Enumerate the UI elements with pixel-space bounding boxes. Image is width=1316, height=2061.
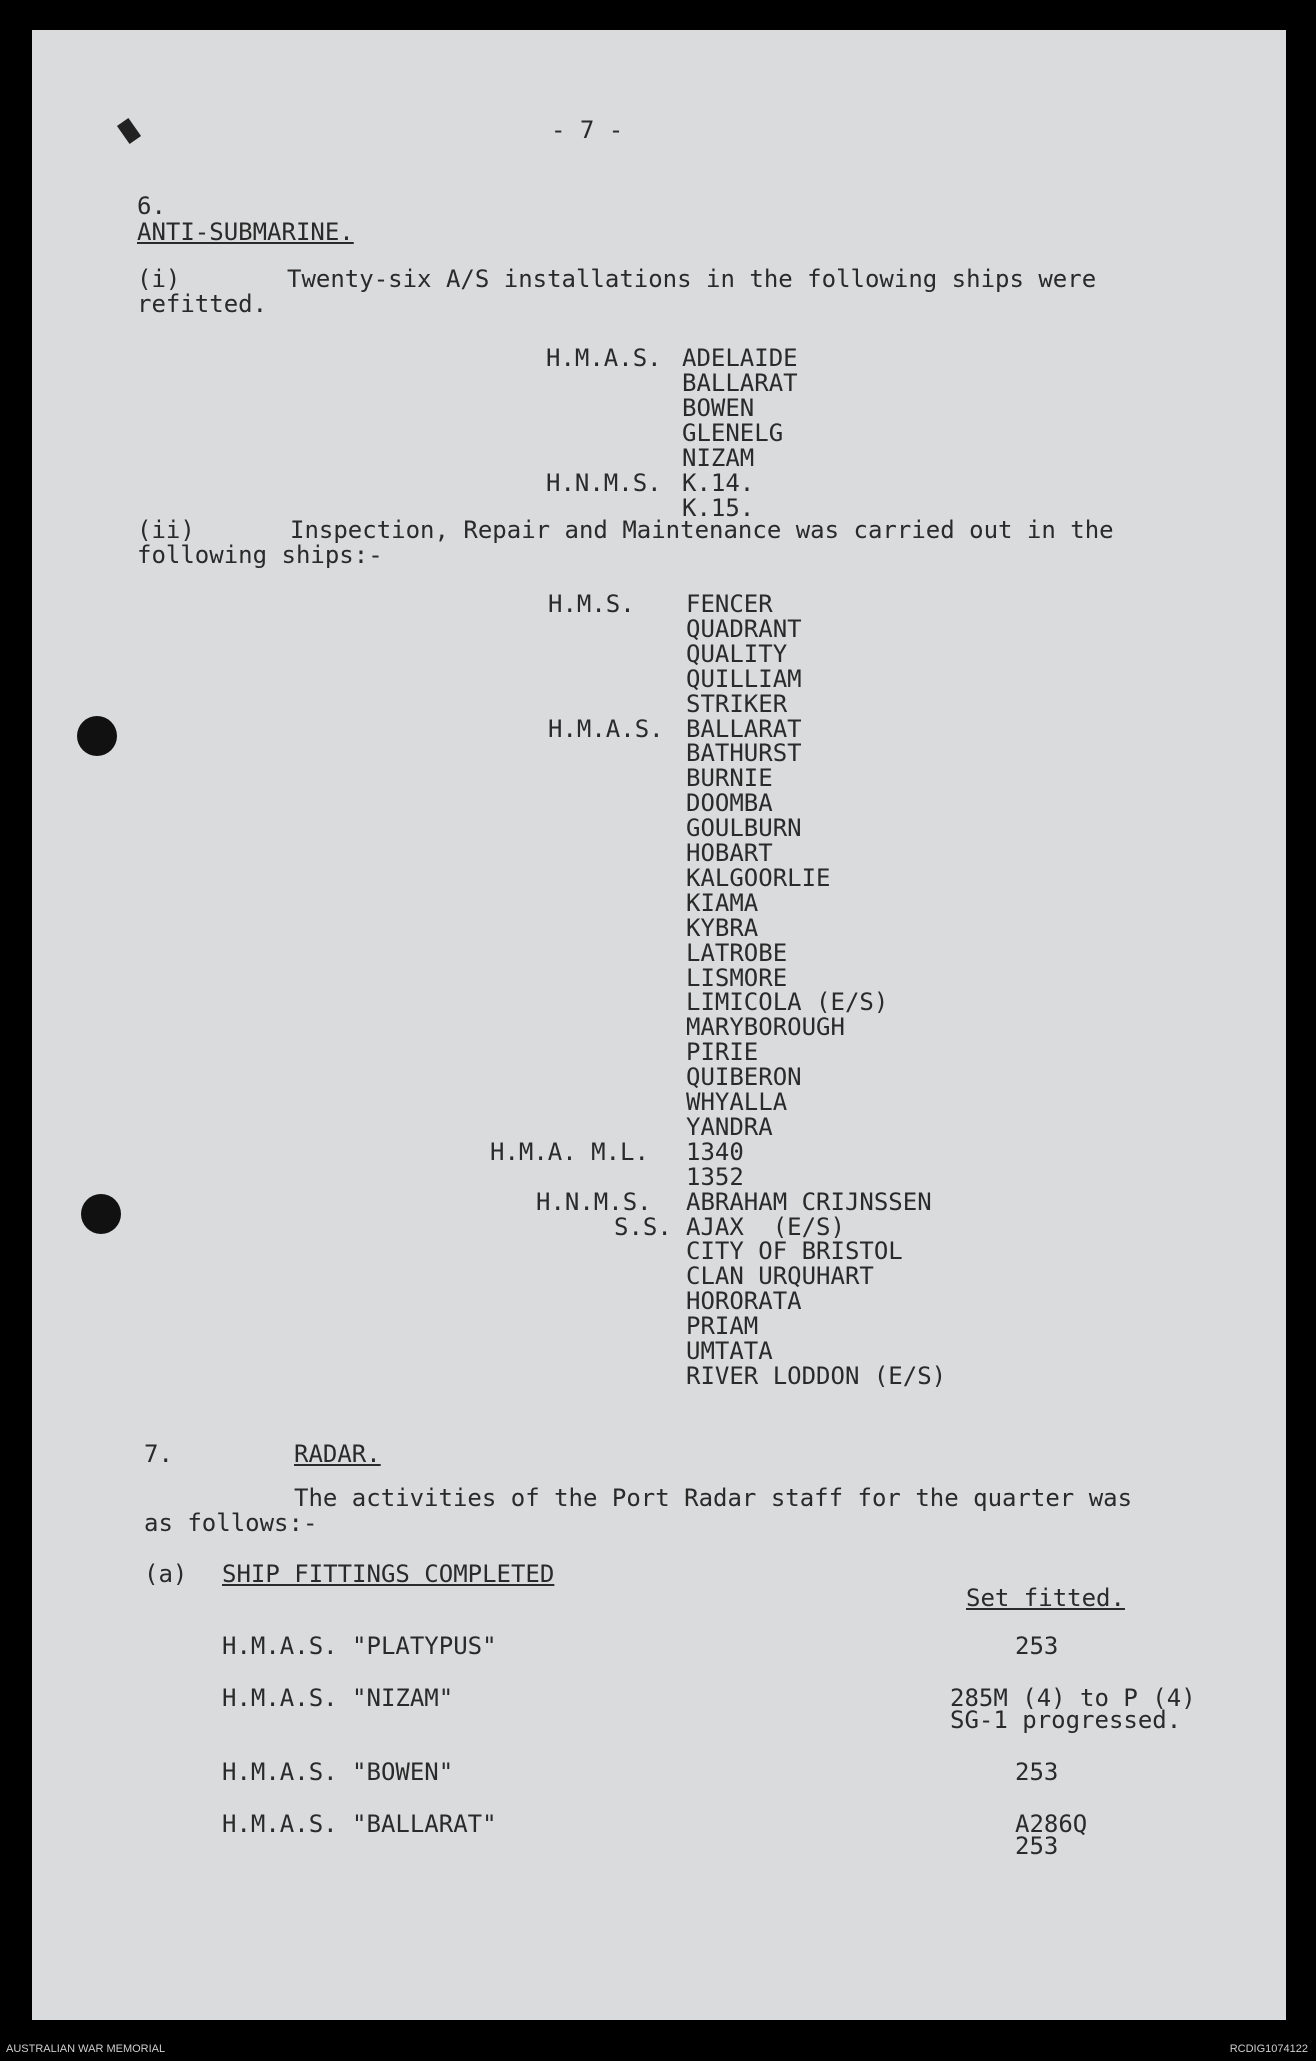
ship-name: 1352 [686,1162,744,1191]
punch-hole-bottom [81,1194,121,1234]
ship-prefix: S.S. [614,1212,672,1241]
fitting-set: 253 [1015,1758,1059,1786]
ship-name: KALGOORLIE [686,863,831,892]
set-fitted-header: Set fitted. [966,1584,1125,1612]
ship-name: LATROBE [686,938,788,967]
ship-prefix: H.M.S. [548,590,635,618]
ship-name: CITY OF BRISTOL [686,1237,903,1266]
fitting-set: A286Q [1015,1810,1088,1838]
ship-name: CLAN URQUHART [686,1262,874,1291]
section-7-intro-cont: as follows:- [144,1509,318,1537]
ship-name: DOOMBA [686,789,773,818]
item-ii-text-cont: following ships:- [137,541,383,569]
ship-name: KIAMA [686,888,759,917]
section-6-number: 6. [137,192,166,220]
ship-name: ABRAHAM CRIJNSSEN [686,1187,932,1216]
ship-name: BALLARAT [686,714,802,743]
ship-name: BURNIE [686,764,773,793]
ship-name: PRIAM [686,1312,759,1341]
ship-name: GLENELG [682,419,784,447]
ship-name: AJAX (E/S) [686,1212,845,1241]
ship-prefix: H.N.M.S. [546,469,662,497]
ship-name: UMTATA [686,1337,773,1365]
footer-id: RCDIG1074122 [1229,2043,1308,2055]
ship-prefix: H.M.A.S. [548,714,664,743]
item-i-text: Twenty-six A/S installations in the following ships were [287,265,1097,293]
ship-name: K.14. [682,469,755,497]
section-7-heading: RADAR. [294,1440,381,1468]
ship-name: QUALITY [686,639,788,668]
ship-name: QUILLIAM [686,664,802,693]
ship-name: LISMORE [686,963,788,992]
fitting-set: 253 [1015,1632,1059,1660]
page-number: - 7 - [551,116,624,144]
ship-prefix: H.M.A. M.L. [490,1137,649,1166]
fitting-set: 285M (4) to P (4) [950,1684,1196,1712]
ship-prefix: H.N.M.S. [536,1187,652,1216]
item-i-text-cont: refitted. [137,290,268,318]
section-6-heading: ANTI-SUBMARINE. [137,218,354,246]
fitting-ship: H.M.A.S. "BALLARAT" [222,1810,497,1838]
footer-source: AUSTRALIAN WAR MEMORIAL [6,2043,166,2055]
ship-prefix: H.M.A.S. [546,344,662,372]
ink-blot [117,118,141,144]
item-i-label: (i) [137,265,181,293]
ship-name: WHYALLA [686,1088,788,1116]
ship-name: BALLARAT [682,369,798,397]
ship-name: QUADRANT [686,614,802,643]
fitting-set: 253 [1015,1832,1059,1860]
ship-name: PIRIE [686,1038,759,1067]
sub-a-label: (a) [144,1560,188,1588]
fitting-ship: H.M.A.S. "BOWEN" [222,1758,454,1786]
ship-name: 1340 [686,1137,744,1166]
fitting-ship: H.M.A.S. "PLATYPUS" [222,1632,497,1660]
ship-name: ADELAIDE [682,344,798,372]
ship-name: LIMICOLA (E/S) [686,988,889,1017]
item-ii-label: (ii) [137,516,195,544]
ship-name: HOBART [686,839,773,867]
ship-name: MARYBOROUGH [686,1013,845,1042]
document-page [32,30,1286,2020]
ship-name: STRIKER [686,689,788,718]
section-7-intro: The activities of the Port Radar staff for the quarter was [294,1484,1133,1512]
fitting-ship: H.M.A.S. "NIZAM" [222,1684,454,1712]
ship-name: HORORATA [686,1287,802,1316]
ship-name: FENCER [686,590,773,618]
ship-name: NIZAM [682,444,755,472]
ship-name: RIVER LODDON (E/S) [686,1361,947,1390]
sub-a-heading: SHIP FITTINGS COMPLETED [222,1560,555,1588]
item-ii-text: Inspection, Repair and Maintenance was carried out in the [290,516,1114,544]
ship-name: K.15. [682,494,755,522]
section-7-number: 7. [144,1440,173,1468]
fitting-set: SG-1 progressed. [950,1706,1182,1734]
ship-name: YANDRA [686,1112,773,1141]
ship-name: BOWEN [682,394,755,422]
ship-name: GOULBURN [686,814,802,843]
ship-name: KYBRA [686,913,759,942]
ship-name: BATHURST [686,739,802,768]
punch-hole-top [77,716,117,756]
ship-name: QUIBERON [686,1063,802,1092]
